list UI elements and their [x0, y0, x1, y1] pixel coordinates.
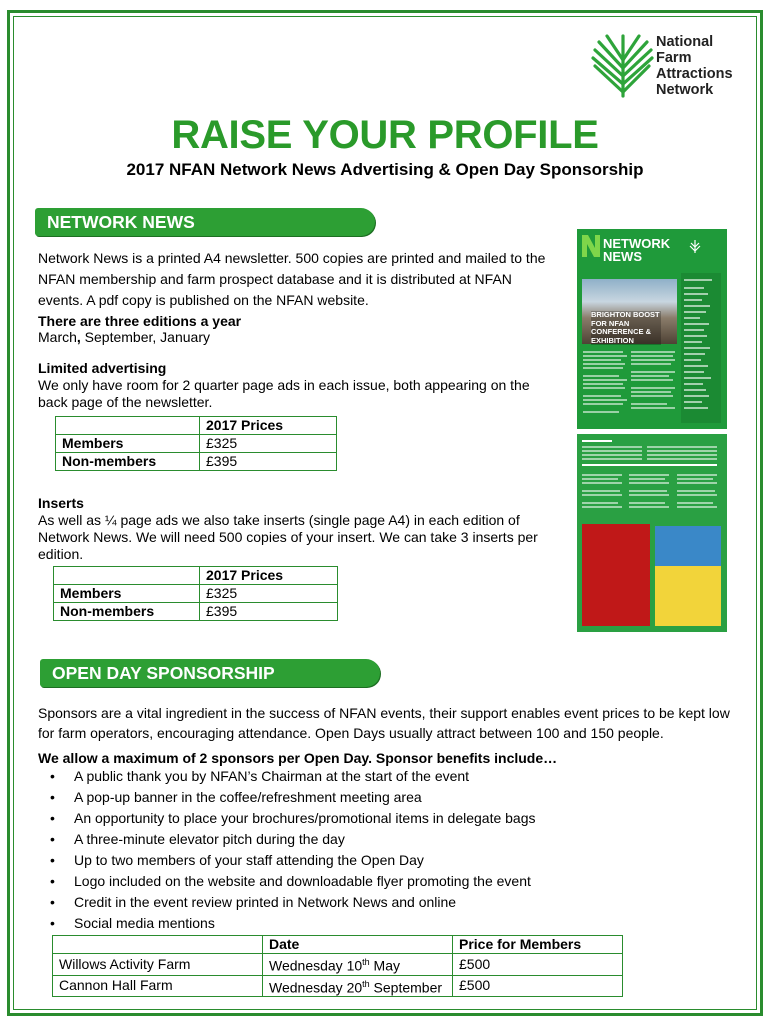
- logo-line-2: Farm: [656, 50, 692, 66]
- table-row: [54, 603, 338, 621]
- advert-red: [582, 524, 650, 626]
- intro-line: Sponsors are a vital ingredient in the success of NFAN events, their support enables event prices to be kept low: [38, 705, 730, 721]
- inserts-line: As well as ¼ page ads we also take inserts (single page A4) in each edition of: [38, 512, 520, 528]
- page-subtitle: 2017 NFAN Network News Advertising & Open Day Sponsorship: [126, 160, 644, 179]
- list-item: • A pop-up banner in the coffee/refreshment meeting area: [50, 787, 536, 808]
- table-row: [53, 936, 623, 954]
- open-day-heading: OPEN DAY SPONSORSHIP: [40, 659, 380, 687]
- limited-line: We only have room for 2 quarter page ads in each issue, both appearing on the: [38, 377, 530, 393]
- table-row-label: Non-members: [54, 603, 200, 621]
- newsletter-cover-thumbnail: [577, 229, 727, 429]
- list-item: • An opportunity to place your brochures/promotional items in delegate bags: [50, 808, 536, 829]
- table-row-label: Members: [54, 585, 200, 603]
- table-cell-price: £325: [200, 585, 338, 603]
- list-item: • A three-minute elevator pitch during the day: [50, 829, 536, 850]
- table-row: [53, 975, 623, 997]
- advert-blue: [655, 526, 721, 566]
- logo-line-4: Network: [656, 82, 714, 98]
- list-item: • A public thank you by NFAN’s Chairman at the start of the event: [50, 766, 536, 787]
- newsletter-headline: BRIGHTON BOOST FOR NFAN CONFERENCE & EXHIBITION: [591, 310, 660, 345]
- table-cell-price: £325: [200, 435, 337, 453]
- logo-line-3: Attractions: [656, 66, 733, 82]
- table-cell-farm: Cannon Hall Farm: [53, 975, 263, 997]
- table-row: [54, 567, 338, 585]
- newsletter-masthead: NETWORK NEWS: [603, 236, 671, 264]
- tree-icon-small: [689, 239, 701, 253]
- editions-months: March, September, January: [38, 329, 210, 345]
- inserts-line: edition.: [38, 546, 84, 562]
- table-row-label: Members: [56, 435, 200, 453]
- table-header: [53, 936, 263, 954]
- page-title: RAISE YOUR PROFILE: [171, 113, 599, 157]
- network-news-intro: [38, 248, 545, 311]
- open-day-table: [52, 935, 623, 997]
- table-cell-date: Wednesday 20th September: [263, 975, 453, 997]
- table-row: [54, 585, 338, 603]
- inserts-block: [38, 495, 538, 563]
- table-header: Date: [263, 936, 453, 954]
- inserts-line: Network News. We will need 500 copies of your insert. We can take 3 inserts per: [38, 529, 538, 545]
- table-header: 2017 Prices: [200, 417, 337, 435]
- intro-line: for farm operators, encouraging attendance. Open Days usually attract between 100 and 150 people.: [38, 725, 664, 741]
- logo-wordmark: [656, 34, 733, 98]
- table-cell: [54, 567, 200, 585]
- limited-advertising-block: [38, 360, 530, 411]
- list-item: • Credit in the event review printed in Network News and online: [50, 892, 536, 913]
- editions-heading: There are three editions a year: [38, 313, 242, 329]
- ads-price-table: [55, 416, 337, 471]
- table-header: Price for Members: [453, 936, 623, 954]
- newsletter-back-page-thumbnail: [577, 434, 727, 632]
- table-cell-date: Wednesday 10th May: [263, 954, 453, 976]
- logo-line-1: National: [656, 34, 714, 50]
- list-item: • Logo included on the website and downloadable flyer promoting the event: [50, 871, 536, 892]
- intro-line: events. A pdf copy is published on the NFAN website.: [38, 292, 369, 308]
- list-item: • Social media mentions: [50, 913, 536, 934]
- table-row: [53, 954, 623, 976]
- table-cell-price: £395: [200, 603, 338, 621]
- intro-line: Network News is a printed A4 newsletter. 500 copies are printed and mailed to the: [38, 250, 546, 266]
- table-cell: [56, 417, 200, 435]
- table-row: [56, 435, 337, 453]
- benefits-list: [50, 766, 536, 934]
- benefits-heading: We allow a maximum of 2 sponsors per Open Day. Sponsor benefits include…: [38, 750, 558, 766]
- editions-block: [38, 313, 241, 345]
- inserts-heading: Inserts: [38, 495, 84, 511]
- table-header: 2017 Prices: [200, 567, 338, 585]
- table-cell-price: £500: [453, 954, 623, 976]
- newsletter-sidebar: [681, 273, 721, 423]
- table-cell-farm: Willows Activity Farm: [53, 954, 263, 976]
- table-cell-price: £500: [453, 975, 623, 997]
- limited-heading: Limited advertising: [38, 360, 167, 376]
- inserts-price-table: [53, 566, 338, 621]
- intro-line: NFAN membership and farm prospect database and it is distributed at NFAN: [38, 271, 512, 287]
- list-item: • Up to two members of your staff attending the Open Day: [50, 850, 536, 871]
- limited-line: back page of the newsletter.: [38, 394, 213, 410]
- table-cell-price: £395: [200, 453, 337, 471]
- open-day-intro: [38, 703, 730, 743]
- table-row-label: Non-members: [56, 453, 200, 471]
- table-row: [56, 453, 337, 471]
- n-logo-icon: [580, 233, 602, 259]
- network-news-heading: NETWORK NEWS: [35, 208, 375, 236]
- table-row: [56, 417, 337, 435]
